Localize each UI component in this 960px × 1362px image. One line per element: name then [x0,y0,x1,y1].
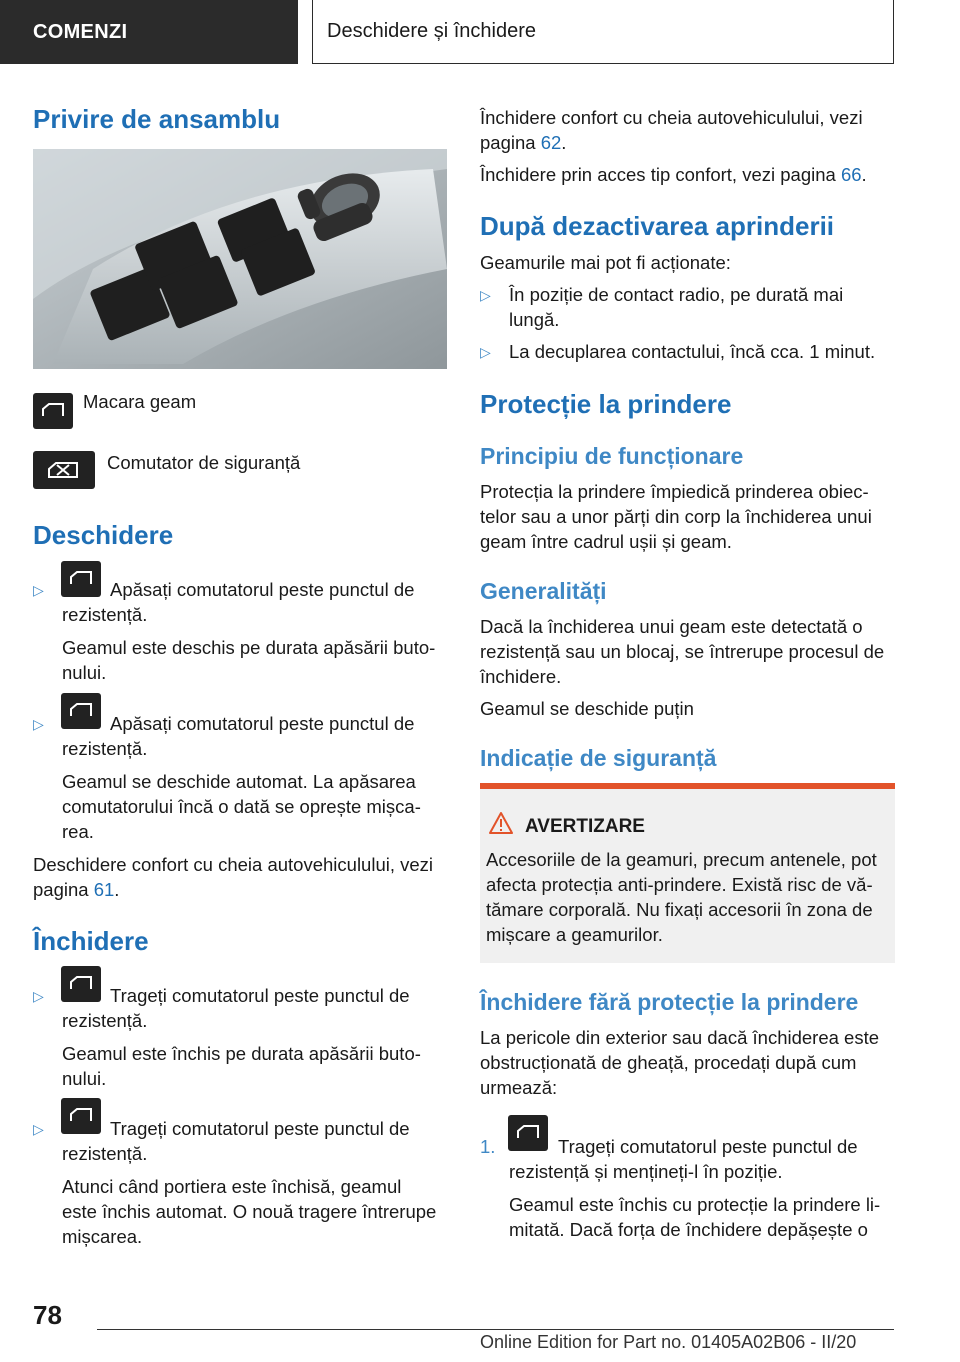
general-text: Geamul se deschide puțin [480,698,694,719]
without-text: urmează: [480,1077,558,1098]
warning-title: AVERTIZARE [525,816,645,837]
step1-text: Trageți comutatorul peste punctul de [558,1136,858,1157]
open-item1-line: rezistență. [62,604,148,625]
safety-switch-icon [33,451,95,489]
bullet-triangle: ▷ [33,1121,44,1137]
open-item1-desc: nului. [62,662,107,683]
comfort-access-ref [480,162,867,187]
step-number: 1. [480,1136,496,1157]
warning-text: Accesoriile de la geamuri, precum antenele, pot [486,849,877,870]
edition-footer: Online Edition for Part no. 01405A02B06 - II/20 [480,1332,857,1352]
without-text: La pericole din exterior sau dacă închiderea este [480,1027,880,1048]
period: . [861,164,867,185]
after-ignition-intro: Geamurile mai pot fi acționate: [480,252,731,273]
open-item2-desc: rea. [62,821,94,842]
subheading-general: Generalități [480,578,607,604]
subheading-safety: Indicație de siguranță [480,745,717,771]
open-item2-line: Apăsați comutatorul peste punctul de [110,713,415,734]
chapter-title: Deschidere și închidere [327,20,536,42]
open-item2-desc: Geamul se deschide automat. La apăsarea [62,771,416,792]
window-switch-photo [33,149,447,369]
bullet-triangle: ▷ [480,344,491,360]
after-item2: La decuplarea contactului, încă cca. 1 minut. [509,341,876,362]
comfort-access-text: Închidere prin acces tip confort, vezi pagina [480,164,841,185]
page-link-61[interactable]: 61 [93,879,115,900]
heading-overview: Privire de ansamblu [33,104,281,134]
legend-safety-switch: Comutator de siguranță [107,452,301,473]
step1-text: rezistență și mențineți-l în poziție. [509,1161,783,1182]
window-switch-icon [61,561,101,597]
principle-text: telor sau a unor părți din corp la închiderea unui [480,506,872,527]
without-text: obstrucționată de gheață, procedați după cum [480,1052,857,1073]
open-item2-desc: comutatorului încă o dată se oprește mișca- [62,796,421,817]
subheading-principle: Principiu de funcționare [480,443,744,469]
close-item1-desc: nului. [62,1068,107,1089]
chapter-tab [312,0,894,64]
general-text: Dacă la închiderea unui geam este detectată o [480,616,863,637]
page-number: 78 [33,1300,62,1330]
legend-window-lifter: Macara geam [83,391,197,412]
heading-close: Închidere [33,926,149,956]
bullet-triangle: ▷ [33,716,44,732]
bullet-triangle: ▷ [33,988,44,1004]
warning-box [480,783,895,963]
section-title: COMENZI [33,20,128,43]
open-item1-desc: Geamul este deschis pe durata apăsării buto- [62,637,436,658]
page-link-66[interactable]: 66 [840,164,862,185]
warning-text: mișcare a geamurilor. [486,924,663,945]
comfort-close-ref [480,130,566,155]
warning-text: afecta protecția anti-prindere. Există risc de vă- [486,874,873,895]
period: . [561,132,567,153]
heading-pinch-protection: Protecție la prindere [480,389,732,419]
close-item2-desc: mișcarea. [62,1226,143,1247]
step1-desc: mitată. Dacă forța de închidere depășește o [509,1219,868,1240]
comfort-close-text: Închidere confort cu cheia autovehiculului, vezi [480,107,863,128]
after-item1: În poziție de contact radio, pe durată mai [509,284,844,305]
general-text: rezistență sau un blocaj, se întrerupe procesul de [480,641,885,662]
comfort-open-ref-label: pagina [33,879,94,900]
comfort-close-ref-label: pagina [480,132,541,153]
close-item2-line: rezistență. [62,1143,148,1164]
close-item2-desc: este închis automat. O nouă tragere întrerupe [62,1201,437,1222]
period: . [114,879,120,900]
window-switch-icon [508,1115,548,1151]
window-switch-icon [61,693,101,729]
principle-text: geam între cadrul ușii și geam. [480,531,732,552]
step1-desc: Geamul este închis cu protecție la prindere li- [509,1194,881,1215]
general-text: închidere. [480,666,562,687]
bullet-triangle: ▷ [480,287,491,303]
heading-open: Deschidere [33,520,174,550]
bullet-triangle: ▷ [33,582,44,598]
window-switch-icon [61,966,101,1002]
after-item1: lungă. [509,309,560,330]
section-tab [0,0,298,64]
principle-text: Protecția la prindere împiedică prinderea obiec- [480,481,869,502]
footer-divider [97,1329,894,1330]
window-switch-icon [61,1098,101,1134]
close-item2-line: Trageți comutatorul peste punctul de [110,1118,410,1139]
page-link-62[interactable]: 62 [540,132,562,153]
warning-icon [488,811,514,835]
close-item1-desc: Geamul este închis pe durata apăsării buto- [62,1043,421,1064]
comfort-open-text: Deschidere confort cu cheia autovehiculului, vezi [33,854,434,875]
open-item1-line: Apăsați comutatorul peste punctul de [110,579,415,600]
comfort-open-ref [33,877,119,902]
close-item1-line: rezistență. [62,1010,148,1031]
close-item1-line: Trageți comutatorul peste punctul de [110,985,410,1006]
open-item2-line: rezistență. [62,738,148,759]
window-lifter-icon [33,393,73,429]
warning-text: tămare corporală. Nu fixați accesorii în zona de [486,899,873,920]
heading-after-ignition: După dezactivarea aprinderii [480,211,835,241]
close-item2-desc: Atunci când portiera este închisă, geamul [62,1176,402,1197]
subheading-close-without-protection: Închidere fără protecție la prindere [480,989,859,1015]
